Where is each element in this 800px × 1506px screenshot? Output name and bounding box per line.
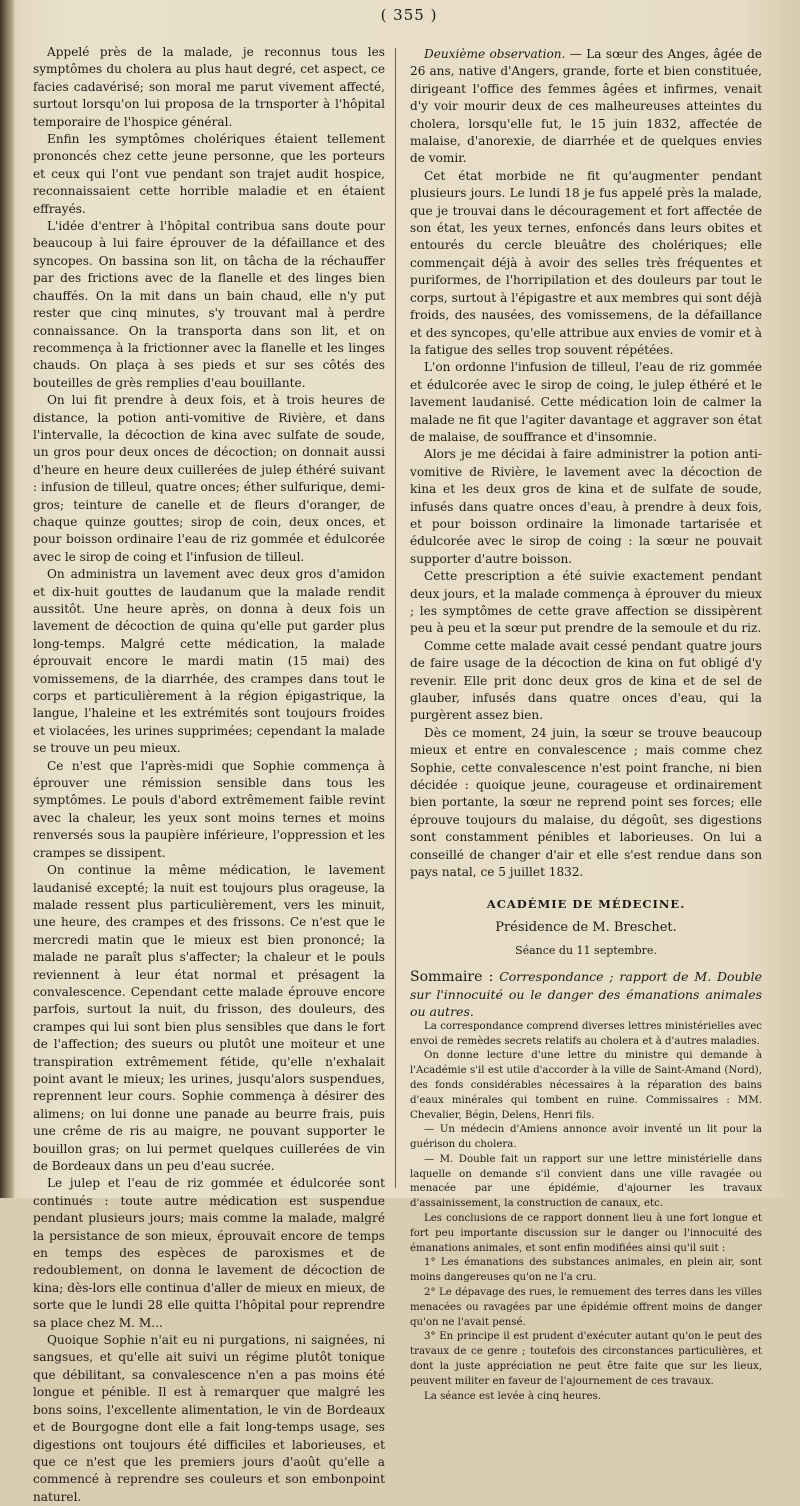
paragraph: Comme cette malade avait cessé pendant quatre jours de faire usage de la décoction de kina on fut obligé d'y revenir. Elle prit donc deux gros de kina et de sel de glauber, infusés dans quatre onces d'eau, qui la purgèrent assez bien. — [410, 638, 762, 723]
paragraph: Le julep et l'eau de riz gommée et édulcorée sont continués : toute autre médication est suspendue pendant plusieurs jours; mais comme la malade, malgré la persistance de son mieux, éprouvait encore de temps en temps des espèces de paroxismes et de redoublement, on donna le lavement de décoction de kina; dès-lors elle continua d'aller de mieux en mieux, de sorte que le lundi 28 elle quitta l'hôpital pour reprendre sa place chez M. M... — [33, 1176, 385, 1330]
sommaire — [410, 968, 762, 1020]
seance-date: Séance du 11 septembre. — [515, 944, 657, 958]
right-column — [410, 46, 762, 1404]
paragraph: Enfin les symptômes cholériques étaient tellement prononcés chez cette jeune personne, que les porteurs et ceux qui l'ont vue pendant son trajet audit hospice, reconnaissaient cette horrible maladie et en étaient effrayés. — [33, 132, 385, 216]
minutes-paragraph: — M. Double fait un rapport sur une lettre ministérielle dans laquelle on demande s'il convient dans une ville ravagée ou menacée par une épidémie, d'ajourner les travaux d'assainissement, la construction de canaux, etc. — [410, 1153, 762, 1210]
minutes-paragraph: La séance est levée à cinq heures. — [424, 1390, 601, 1402]
column-divider — [395, 48, 396, 1188]
sommaire-text: Correspondance ; rapport de M. Double sur l'innocuité ou le danger des émanations animales ou autres. — [410, 968, 762, 1019]
session-minutes — [410, 1020, 762, 1405]
minutes-paragraph: Les conclusions de ce rapport donnent lieu à une fort longue et fort peu importante discussion sur le danger ou l'innocuité des émanations animales, et sont enfin modifiées ainsi qu'il suit : — [410, 1213, 762, 1254]
paragraph: Alors je me décidai à faire administrer la potion anti-vomitive de Rivière, le lavement avec la décoction de kina et les deux gros de kina et de sulfate de soude, infusés dans quatre onces d'eau, à prendre à deux fois, et pour boisson ordinaire la limonade tartarisée et édulcorée avec le sirop de coing : la sœur ne pouvait supporter d'autre boisson. — [410, 447, 762, 566]
paragraph: L'on ordonne l'infusion de tilleul, l'eau de riz gommée et édulcorée avec le sirop de coing, le julep éthéré et le lavement laudanisé. Cette médication loin de calmer la malade ne fit que l'agiter davantage et aggraver son état de malaise, de souffrance et d'insomnie. — [410, 360, 762, 444]
minutes-paragraph: — Un médecin d'Amiens annonce avoir inventé un lit pour la guérison du cholera. — [410, 1124, 762, 1151]
observation-text: — La sœur des Anges, âgée de 26 ans, native d'Angers, grande, forte et bien constituée, dirigeant l'office des femmes âgées et infirmes, venait d'y voir mourir deux de ces malheureuses atteintes du cholera, lorsqu'elle fut, le 15 juin 1832, affectée de malaise, d'anorexie, de diarrhée et de quelques envies de vomir. — [410, 47, 762, 166]
paragraph: L'idée d'entrer à l'hôpital contribua sans doute pour beaucoup à lui faire éprouver de la défaillance et des syncopes. On bassina son lit, on tâcha de la réchauffer par des frictions avec de la flanelle et des linges bien chauffés. On la mit dans un bain chaud, elle n'y put rester que cinq minutes, s'y trouvant mal à perdre connaissance. On la transporta dans son lit, et on recommença à la frictionner avec la flanelle et les linges chauds. On plaça à ses pieds et sur ses côtés des bouteilles de grès remplies d'eau bouillante. — [33, 219, 385, 390]
minutes-paragraph: La correspondance comprend diverses lettres ministérielles avec envoi de remèdes secrets relatifs au cholera et à d'autres maladies. — [410, 1020, 762, 1047]
minutes-paragraph: On donne lecture d'une lettre du ministre qui demande à l'Académie s'il est utile d'accorder à la ville de Saint-Amand (Nord), des fonds considérables nécessaires à la réparation des bains d'eaux minérales qui tombent en ruine. Commissaires : MM. Chevalier, Bégin, Delens, Henri fils. — [410, 1050, 762, 1121]
minutes-paragraph: 1° Les émanations des substances animales, en plein air, sont moins dangereuses qu'on ne l'a cru. — [410, 1257, 762, 1284]
paragraph: Cette prescription a été suivie exactement pendant deux jours, et la malade commença à éprouver du mieux ; les symptômes de cette grave affection se dissipèrent peu à peu et la sœur put prendre de la semoule et du riz. — [410, 569, 762, 636]
paragraph: Quoique Sophie n'ait eu ni purgations, ni saignées, ni sangsues, et qu'elle ait suivi un régime plutôt tonique que débilitant, sa convalescence n'en a pas moins été longue et pénible. Il est à remarquer que malgré les bons soins, l'excellente alimentation, le vin de Bordeaux et de Bourgogne dont elle a fait long-temps usage, ses digestions ont toujours été difficiles et laborieuses, et que ce n'est que les premiers jours d'août qu'elle a commencé à reprendre ses couleurs et son embonpoint naturel. — [33, 1333, 385, 1504]
paragraph: Dès ce moment, 24 juin, la sœur se trouve beaucoup mieux et entre en convalescence ; mais comme chez Sophie, cette convalescence n'est point franche, ni bien décidée : quoique jeune, courageuse et ordinairement bien portante, la sœur ne reprend point ses forces; elle éprouve toujours du malaise, du dégoût, ses digestions sont constamment pénibles et laborieuses. On lui a conseillé de changer d'air et elle s'est rendue dans son pays natal, ce 5 juillet 1832. — [410, 725, 762, 880]
paragraph: On lui fit prendre à deux fois, et à trois heures de distance, la potion anti-vomitive de Rivière, et dans l'intervalle, la décoction de kina avec sulfate de soude, un gros pour deux onces de décoction; on donnait aussi d'heure en heure deux cuillerées de julep éthéré suivant : infusion de tilleul, quatre onces; éther sulfurique, demi-gros; teinture de canelle et de fleurs d'oranger, de chaque quinze gouttes; sirop de coin, deux onces, et pour boisson ordinaire l'eau de riz gommée et édulcorée avec le sirop de coing et l'infusion de tilleul. — [33, 393, 385, 564]
observation-title: Deuxième observation. — [424, 47, 566, 61]
minutes-paragraph: 2° Le dépavage des rues, le remuement des terres dans les villes menacées ou ravagées par une épidémie offrent moins de danger qu'on ne l'avait pensé. — [410, 1287, 762, 1328]
paragraph: Cet état morbide ne fit qu'augmenter pendant plusieurs jours. Le lundi 18 je fus appelé près la malade, que je trouvai dans le découragement et fort affectée de son état, les yeux ternes, enfoncés dans leurs obites et entourés du cercle bleuâtre des cholériques; elle commençait déjà à avoir des selles très fréquentes et puriformes, de l'horripilation et des douleurs par tout le corps, surtout à l'épigastre et aux membres qui sont déjà froids, des nausées, des vomissemens, de la défaillance et des syncopes, qu'elle attribue aux envies de vomir et à la fatigue des selles trop souvent répétées. — [410, 168, 762, 357]
binding-spine — [0, 0, 14, 1198]
left-column — [33, 44, 385, 1506]
sommaire-label: Sommaire : — [410, 968, 494, 985]
paragraph: Appelé près de la malade, je reconnus tous les symptômes du cholera au plus haut degré, cet aspect, ce facies cadavérisé; son moral me parut vivement affecté, surtout lorsqu'on lui proposa de la trnsporter à l'hôpital temporaire de l'hospice général. — [33, 45, 385, 129]
observation-paragraph — [410, 46, 762, 168]
paragraph: Ce n'est que l'après-midi que Sophie commença à éprouver une rémission sensible dans tous les symptômes. Le pouls d'abord extrêmement faible revint avec la chaleur, les yeux sont moins ternes et moins renversés sous la paupière inférieure, l'oppression et les crampes se dissipent. — [33, 758, 385, 860]
minutes-paragraph: 3° En principe il est prudent d'exécuter autant qu'on le peut des travaux de ce genre ; toutefois des circonstances particulières, et dont la juste appréciation ne peut être faite que sur les lieux, peuvent militer en faveur de l'ajournement de ces travaux. — [410, 1331, 762, 1387]
paragraph: On continue la même médication, le lavement laudanisé excepté; la nuit est toujours plus orageuse, la malade ressent plus particulièrement, vers les minuit, une heure, des crampes et des frissons. Ce n'est que le mercredi matin que le mieux est bien prononcé; la malade ne paraît plus s'affecter; la chaleur et le pouls reviennent à leur état normal et présagent la convalescence. Cependant cette malade éprouve encore parfois, surtout la nuit, du frisson, des douleurs, des crampes qui lui sont bien plus sensibles que dans le fort de l'affection; des sueurs ou plutôt une moiteur et une transpiration extrêmement fétide, qu'elle n'exhalait point avant le mieux; les urines, jusqu'alors suspendues, reprennent leur cours. Sophie commença à désirer des alimens; on lui donne une panade au beurre frais, puis une crême de ris au maigre, ne pouvant supporter le bouillon gras; on lui permet quelques cuillerées de vin de Bordeaux dans un peu d'eau sucrée. — [33, 863, 385, 1173]
paragraph: On administra un lavement avec deux gros d'amidon et dix-huit gouttes de laudanum que la malade rendit aussitôt. Une heure après, on donna à deux fois un lavement de décoction de quina qu'elle put garder plus long-temps. Malgré cette médication, la malade éprouvait encore le mardi matin (15 mai) des vomissemens, de la diarrhée, des crampes dans tout le corps et particulièrement à la région épigastrique, la langue, l'haleine et les extrémités sont toujours froides et violacées, les urines supprimées; cependant la malade se trouve un peu mieux. — [33, 567, 385, 756]
presidence-line: Présidence de M. Breschet. — [495, 919, 677, 935]
academy-heading: ACADÉMIE DE MÉDECINE. — [486, 896, 686, 911]
page-number: ( 355 ) — [380, 6, 438, 24]
